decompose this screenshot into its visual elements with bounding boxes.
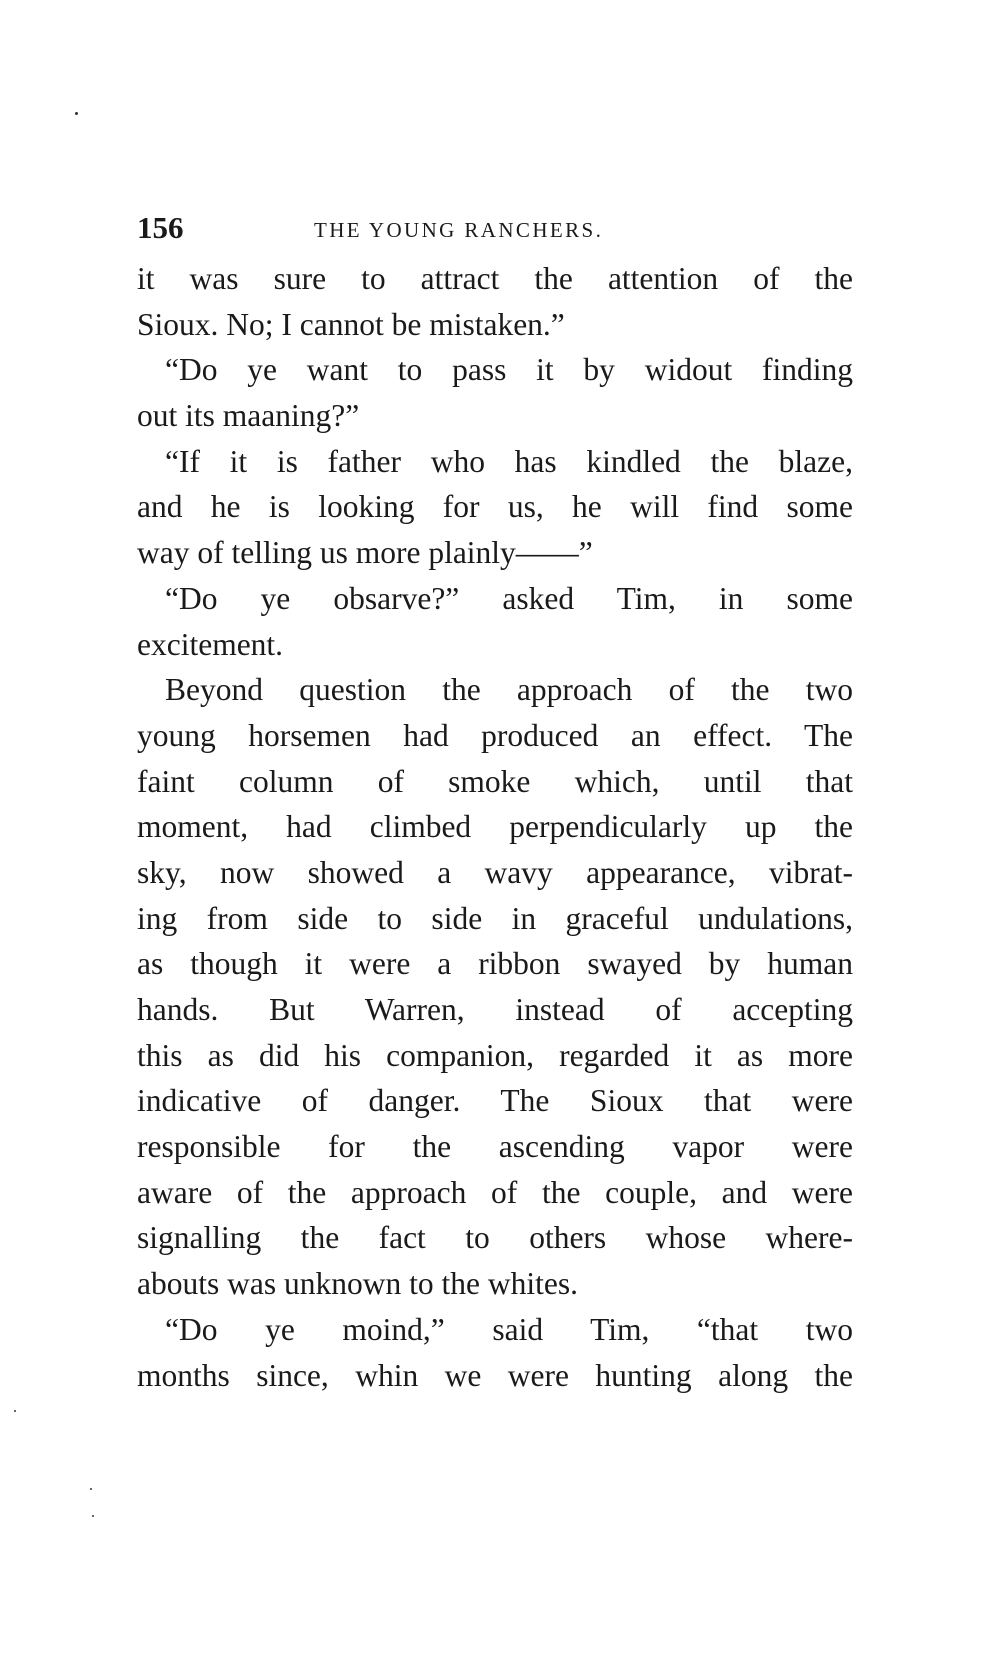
text-line: hands. But Warren, instead of accepting [137,992,853,1027]
text-line: indicative of danger. The Sioux that were [137,1083,853,1119]
text-line: “Do ye obsarve?” asked Tim, in some [165,580,853,616]
text-line: moment, had climbed perpendicularly up the [137,809,853,845]
text-line: “Do ye want to pass it by widout finding [165,352,853,388]
text-line: responsible for the ascending vapor were [137,1129,853,1165]
text-line: out its maaning?” [137,398,360,434]
text-line: this as did his companion, regarded it as more [137,1037,853,1073]
text-line: young horsemen had produced an effect. The [137,717,853,753]
text-line: excitement. [137,626,284,662]
body-text [137,256,853,1398]
paper-speck [92,1515,94,1517]
paper-speck [75,112,78,115]
text-line: sky, now showed a wavy appearance, vibrat- [137,854,853,890]
page-header [137,208,857,248]
text-line: Sioux. No; I cannot be mistaken.” [137,306,565,342]
page-number: 156 [137,210,184,245]
text-line: Beyond question the approach of the two [165,672,853,708]
text-line: “Do ye moind,” said Tim, “that two [165,1311,853,1347]
running-title: THE YOUNG RANCHERS. [314,218,604,242]
text-line: and he is looking for us, he will find some [137,489,853,525]
text-line: faint column of smoke which, until that [137,763,853,799]
text-line: ing from side to side in graceful undulations, [137,900,853,936]
text-line: abouts was unknown to the whites. [137,1266,578,1302]
text-line: aware of the approach of the couple, and were [137,1174,853,1210]
paper-speck [14,1410,16,1412]
text-line: months since, whin we were hunting along the [137,1357,853,1393]
text-line: it was sure to attract the attention of the [137,261,853,296]
text-line: signalling the fact to others whose where- [137,1220,853,1256]
text-line: as though it were a ribbon swayed by human [137,946,853,982]
text-line: “If it is father who has kindled the blaze, [165,443,853,479]
paper-speck [90,1488,92,1490]
text-line: way of telling us more plainly——” [137,535,593,571]
